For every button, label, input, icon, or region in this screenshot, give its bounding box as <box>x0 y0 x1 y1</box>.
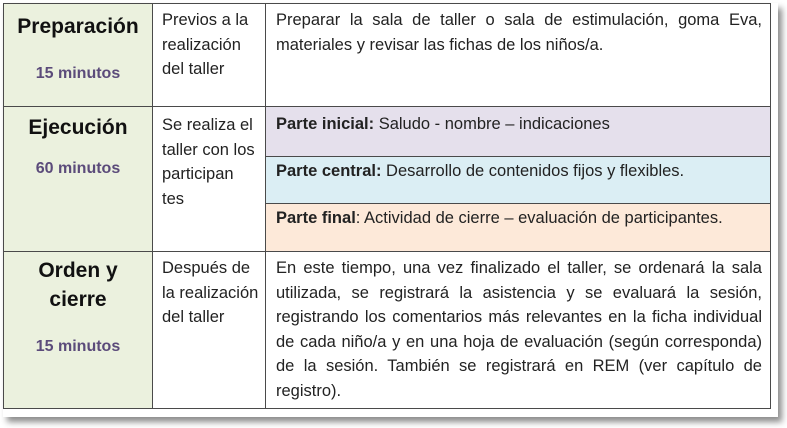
part-central <box>266 157 770 204</box>
phase-name: Orden y cierre <box>38 259 118 311</box>
execution-parts-cell <box>266 107 771 252</box>
phase-activity: En este tiempo, una vez finalizado el taller, se ordenará la sala utilizada, se registrará la asistencia y se evaluará la sesión, registrando los comentarios más relevantes en la ficha individual de cada niño/a y en una hoja de evaluación (según corresponda) de la sesión. También se registrará en REM (ver capítulo de registro). <box>266 252 771 409</box>
phase-time: 15 minutos <box>35 65 121 82</box>
phase-name: Ejecución <box>28 116 128 139</box>
part-label: Parte final <box>276 209 356 227</box>
table-row <box>4 4 771 107</box>
table-row <box>4 107 771 252</box>
workshop-schedule-table <box>3 3 771 409</box>
phase-time: 15 minutos <box>35 338 121 355</box>
phase-cell <box>4 107 153 252</box>
part-text: Saludo - nombre – indicaciones <box>374 115 610 133</box>
phase-time: 60 minutos <box>35 160 121 177</box>
phase-description: Después de la realización del taller <box>153 252 266 409</box>
phase-activity: Preparar la sala de taller o sala de estimulación, goma Eva, materiales y revisar las fichas de los niños/a. <box>266 4 771 107</box>
part-text: : Actividad de cierre – evaluación de participantes. <box>355 209 723 227</box>
part-text: Desarrollo de contenidos fijos y flexibles. <box>381 162 685 180</box>
part-label: Parte inicial: <box>276 115 375 133</box>
part-label: Parte central: <box>276 162 382 180</box>
phase-description: Previos a la realización del taller <box>153 4 266 107</box>
phase-cell <box>4 4 153 107</box>
phase-description: Se realiza el taller con los participan tes <box>153 107 266 252</box>
phase-name: Preparación <box>17 15 139 38</box>
part-inicial <box>266 107 770 157</box>
phase-cell <box>4 252 153 409</box>
part-final <box>266 204 770 251</box>
table-row <box>4 252 771 409</box>
